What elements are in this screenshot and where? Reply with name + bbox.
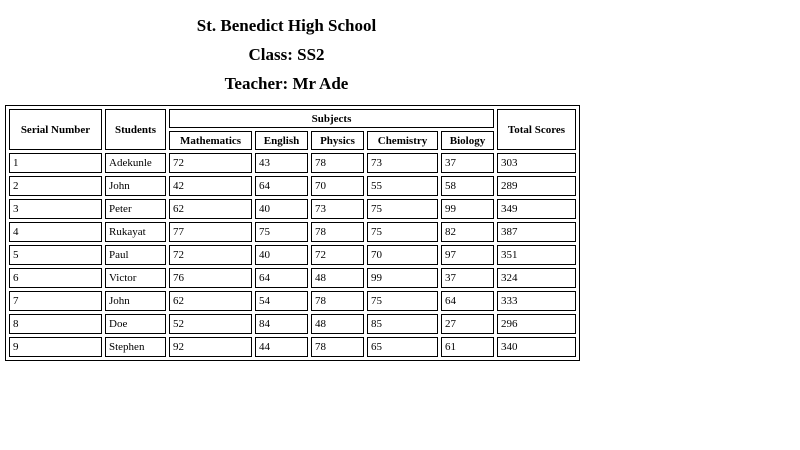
students-header: Students (105, 109, 166, 150)
mathematics-score-cell: 92 (169, 337, 252, 357)
chemistry-score-cell: 70 (367, 245, 438, 265)
biology-score-cell: 99 (441, 199, 494, 219)
biology-score-cell: 27 (441, 314, 494, 334)
total-score-cell: 296 (497, 314, 576, 334)
physics-score-cell: 73 (311, 199, 364, 219)
serial-number-cell: 2 (9, 176, 102, 196)
biology-score-cell: 64 (441, 291, 494, 311)
english-score-cell: 43 (255, 153, 308, 173)
table-row (9, 291, 576, 311)
biology-score-cell: 61 (441, 337, 494, 357)
table-row (9, 222, 576, 242)
chemistry-score-cell: 65 (367, 337, 438, 357)
english-header: English (255, 131, 308, 150)
physics-score-cell: 48 (311, 268, 364, 288)
scores-table-body (9, 153, 576, 357)
student-name-cell: Peter (105, 199, 166, 219)
mathematics-score-cell: 52 (169, 314, 252, 334)
serial-number-cell: 5 (9, 245, 102, 265)
total-score-cell: 333 (497, 291, 576, 311)
total-score-cell: 387 (497, 222, 576, 242)
table-row (9, 245, 576, 265)
serial-number-cell: 3 (9, 199, 102, 219)
physics-score-cell: 48 (311, 314, 364, 334)
serial-number-cell: 1 (9, 153, 102, 173)
physics-score-cell: 70 (311, 176, 364, 196)
english-score-cell: 84 (255, 314, 308, 334)
english-score-cell: 44 (255, 337, 308, 357)
table-row (9, 176, 576, 196)
english-score-cell: 64 (255, 268, 308, 288)
physics-score-cell: 78 (311, 222, 364, 242)
mathematics-score-cell: 72 (169, 153, 252, 173)
mathematics-score-cell: 72 (169, 245, 252, 265)
mathematics-score-cell: 76 (169, 268, 252, 288)
mathematics-score-cell: 62 (169, 291, 252, 311)
serial-number-cell: 8 (9, 314, 102, 334)
chemistry-score-cell: 55 (367, 176, 438, 196)
physics-score-cell: 78 (311, 153, 364, 173)
header-row-top (9, 109, 576, 128)
student-name-cell: Doe (105, 314, 166, 334)
mathematics-score-cell: 42 (169, 176, 252, 196)
total-scores-header: Total Scores (497, 109, 576, 150)
scores-table (5, 105, 580, 361)
mathematics-header: Mathematics (169, 131, 252, 150)
serial-number-cell: 9 (9, 337, 102, 357)
biology-score-cell: 37 (441, 153, 494, 173)
chemistry-score-cell: 85 (367, 314, 438, 334)
chemistry-header: Chemistry (367, 131, 438, 150)
table-row (9, 268, 576, 288)
total-score-cell: 289 (497, 176, 576, 196)
student-name-cell: John (105, 291, 166, 311)
mathematics-score-cell: 77 (169, 222, 252, 242)
biology-header: Biology (441, 131, 494, 150)
biology-score-cell: 82 (441, 222, 494, 242)
chemistry-score-cell: 73 (367, 153, 438, 173)
school-name-heading: St. Benedict High School (196, 16, 377, 35)
table-row (9, 314, 576, 334)
english-score-cell: 64 (255, 176, 308, 196)
total-score-cell: 303 (497, 153, 576, 173)
physics-score-cell: 72 (311, 245, 364, 265)
table-row (9, 199, 576, 219)
total-score-cell: 340 (497, 337, 576, 357)
chemistry-score-cell: 75 (367, 222, 438, 242)
physics-score-cell: 78 (311, 337, 364, 357)
total-score-cell: 351 (497, 245, 576, 265)
mathematics-score-cell: 62 (169, 199, 252, 219)
student-name-cell: Adekunle (105, 153, 166, 173)
english-score-cell: 75 (255, 222, 308, 242)
serial-number-cell: 4 (9, 222, 102, 242)
student-name-cell: John (105, 176, 166, 196)
scores-table-head (9, 109, 576, 150)
chemistry-score-cell: 75 (367, 199, 438, 219)
class-heading: Class: SS2 (248, 45, 325, 64)
table-row (9, 337, 576, 357)
total-score-cell: 349 (497, 199, 576, 219)
chemistry-score-cell: 99 (367, 268, 438, 288)
serial-number-cell: 7 (9, 291, 102, 311)
chemistry-score-cell: 75 (367, 291, 438, 311)
student-name-cell: Paul (105, 245, 166, 265)
biology-score-cell: 97 (441, 245, 494, 265)
student-name-cell: Stephen (105, 337, 166, 357)
table-row (9, 153, 576, 173)
english-score-cell: 40 (255, 245, 308, 265)
subjects-header: Subjects (169, 109, 494, 128)
english-score-cell: 40 (255, 199, 308, 219)
physics-header: Physics (311, 131, 364, 150)
teacher-heading: Teacher: Mr Ade (224, 74, 349, 93)
serial-number-cell: 6 (9, 268, 102, 288)
physics-score-cell: 78 (311, 291, 364, 311)
english-score-cell: 54 (255, 291, 308, 311)
biology-score-cell: 58 (441, 176, 494, 196)
student-name-cell: Rukayat (105, 222, 166, 242)
student-name-cell: Victor (105, 268, 166, 288)
serial-number-header: Serial Number (9, 109, 102, 150)
total-score-cell: 324 (497, 268, 576, 288)
biology-score-cell: 37 (441, 268, 494, 288)
